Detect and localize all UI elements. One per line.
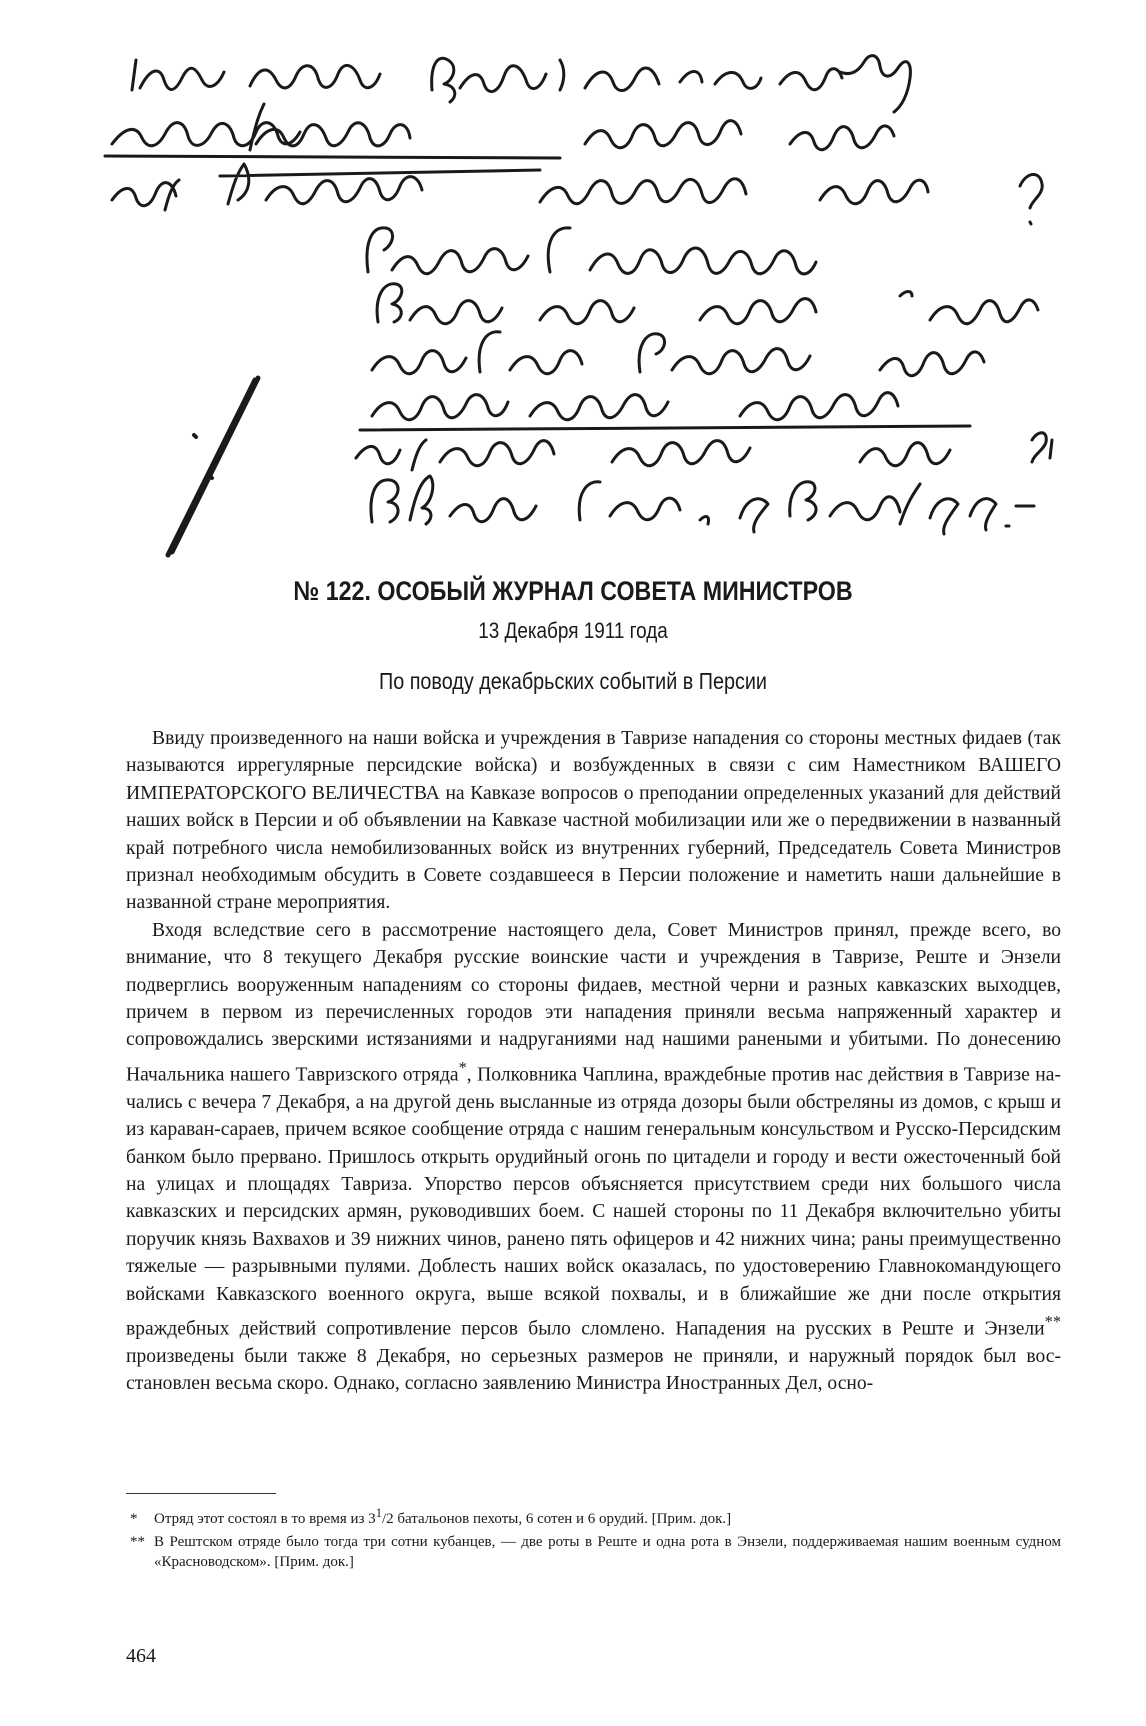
page-number: 464	[126, 1645, 156, 1667]
footnote-ref-2: **	[1044, 1312, 1061, 1332]
footnote-2-text: В Рештском отряде было тогда три сотни кубанцев, — две роты в Реште и одна рота в Энзели, поддерживаемая нашим военным судном «Красноводском». [Прим. док.]	[154, 1534, 1061, 1570]
hand-copy-line-6	[371, 476, 1034, 534]
footnote-1-mark: *	[130, 1511, 138, 1527]
hand-line-2	[105, 104, 894, 158]
hand-line-3	[112, 164, 1042, 224]
hand-margin-mark	[168, 378, 258, 555]
document-body	[126, 725, 1061, 1398]
hand-copy-line-5	[356, 433, 1052, 470]
footnote-1-text-a: Отряд этот состоял в то время из 3	[154, 1511, 376, 1527]
footnote-2	[126, 1532, 1061, 1572]
footnotes	[126, 1503, 1061, 1575]
document-date: 13 Декабря 1911 года	[478, 618, 668, 643]
document-subject: По поводу декабрьских событий в Персии	[379, 668, 767, 694]
paragraph-2-part-a: Входя вследствие сего в рассмотрение настоящего дела, Совет Министров принял, прежде всего, во внимание, что 8 текущего Декабря русские воинские части и учреждения в Тавризе, Реште и Энзели подверглись вооруженным нападениям со стороны фидаев, местной черни и разных кавказских выходцев, причем в первом из перечисленных городов эти нападения приняли весьма напряженный характер и сопровождались зверскими истязаниями и надруганиями над нашими ранеными и убитыми. По донесению Начальника нашего Тавризского отряда	[126, 919, 1061, 1086]
hand-copy-line-3	[372, 332, 984, 376]
hand-copy-line-2	[377, 284, 1038, 324]
footnote-divider	[126, 1493, 276, 1494]
paragraph-1: Ввиду произведенного на наши войска и учреждения в Тавризе нападения со стороны местных фидаев (так называются иррегулярные персидские войска) и возбужденных в связи с сим Наместником ВАШЕГО ИМПЕРАТОРСКОГО ВЕЛИЧЕСТВА на Кавказе вопросов о преподании определенных указаний для действий наших войск в Персии и об объявлении на Кавказе частной мобилизации или же о передвижении в названный край потребного числа немобилизованных войск из внутренних губерний, Председатель Совета Министров признал необходимым обсудить в Совете создавшееся в Персии положение и наметить наши дальнейшие в названной стране мероприятия.	[126, 728, 1061, 914]
footnote-2-mark: **	[130, 1534, 145, 1550]
footnote-1	[126, 1503, 1061, 1529]
paragraph-2	[126, 917, 1061, 1398]
hand-line-1	[132, 56, 910, 112]
footnote-1-text-b: /2 батальонов пехоты, 6 сотен и 6 орудий. [Прим. док.]	[381, 1511, 732, 1527]
hand-copy-line-1	[367, 228, 816, 274]
paragraph-2-part-b: , Полковника Чаплина, враждебные против нас действия в Тавризе начались с вечера 7 Декабря, а на другой день высланные из отряда дозоры были обстреляны из домов, с крыш и из караван-сараев, причем всякое сообщение отряда с нашим генеральным консульством и Русско-Персидским банком было прервано. Пришлось открыть орудийный огонь по цитадели и городу и вести ожесточенный бой на улицах и площадях Тавриза. Упорство персов объясняется присутствием среди них большого числа кавказских и персидских армян, руководивших боем. С нашей стороны по 11 Декабря включительно убиты поручик князь Вахвахов и 39 нижних чинов, ранено пять офицеров и 42 нижних чина; раны преимущественно тяжелые — разрывными пулями. Доблесть наших войск оказалась, по удостоверению Главнокомандующего войсками Кавказского военного округа, выше всякой похвалы, и в ближайшие же дни после открытия враждебных действий сопротивление персов было сломлено. Нападения на русских в Реште и Энзели	[126, 1064, 1061, 1340]
handwritten-resolution	[0, 0, 1146, 560]
document-title: № 122. ОСОБЫЙ ЖУРНАЛ СОВЕТА МИНИСТРОВ	[293, 576, 853, 606]
footnote-1-sup: 1	[375, 1506, 382, 1520]
hand-copy-line-4	[360, 393, 970, 430]
paragraph-2-part-c: произведены были также 8 Декабря, но серьезных размеров не приняли, и наружный порядок был восстановлен весьма скоро. Однако, согласно заявлению Министра Иностранных Дел, осно-	[126, 1346, 1061, 1395]
footnote-ref-1: *	[458, 1057, 467, 1077]
